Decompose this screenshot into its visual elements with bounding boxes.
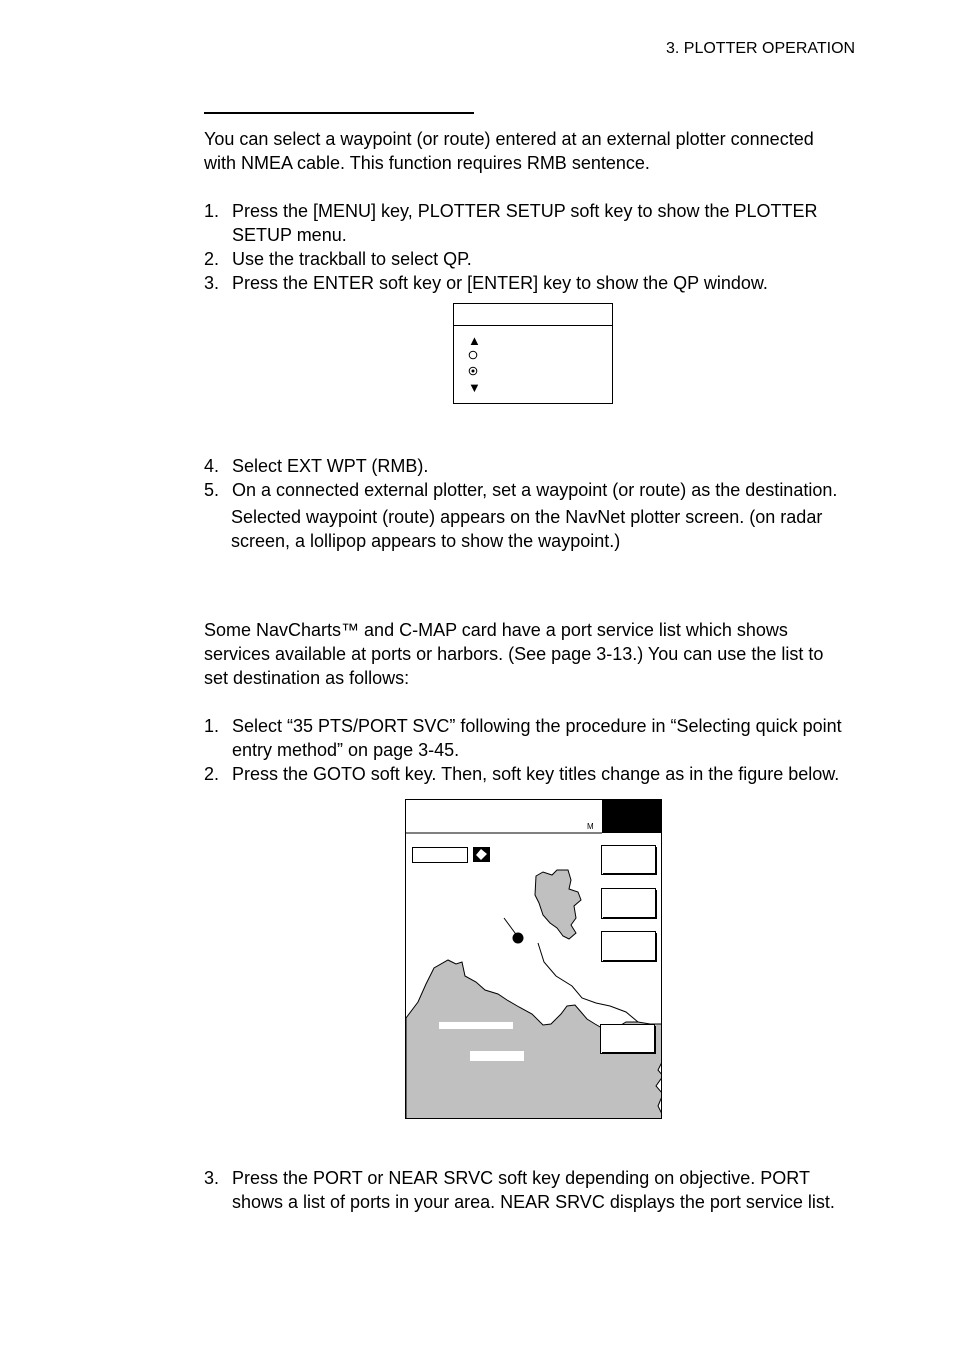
port-intro-paragraph — [204, 618, 874, 690]
note-line-1: Selected waypoint (route) appears on the NavNet plotter screen. (on radar — [231, 507, 823, 527]
intro-line-1: You can select a waypoint (or route) entered at an external plotter connected — [204, 129, 814, 149]
step-number: 5. — [204, 480, 220, 500]
step-a1 — [204, 199, 884, 247]
land-label-1 — [439, 1022, 513, 1029]
step-a3 — [204, 271, 884, 295]
qp-window — [453, 303, 613, 404]
step-a5-note — [231, 505, 871, 553]
step-number: 1. — [204, 716, 220, 736]
step-number: 1. — [204, 201, 220, 221]
step-text-cont: shows a list of ports in your area. NEAR SRVC displays the port service list. — [232, 1192, 835, 1212]
island-landmass — [535, 870, 581, 939]
radio-empty-icon[interactable] — [468, 349, 478, 362]
step-number: 2. — [204, 249, 220, 269]
readout-box — [413, 848, 468, 863]
step-number: 3. — [204, 273, 220, 293]
header-black-block — [602, 800, 662, 833]
step-text: Press the ENTER soft key or [ENTER] key to show the QP window. — [232, 273, 768, 293]
step-b1 — [204, 714, 884, 762]
step-number: 2. — [204, 764, 220, 784]
radio-selected-icon[interactable] — [468, 365, 478, 378]
step-text: Select EXT WPT (RMB). — [232, 456, 429, 476]
down-triangle-icon[interactable]: ▼ — [468, 380, 481, 395]
step-text: Press the GOTO soft key. Then, soft key titles change as in the figure below. — [232, 764, 840, 784]
intro-paragraph — [204, 127, 874, 175]
step-b2 — [204, 762, 884, 786]
step-b3 — [204, 1166, 884, 1214]
step-a2 — [204, 247, 884, 271]
qp-title-bar-divider — [454, 325, 612, 326]
step-text: Press the [MENU] key, PLOTTER SETUP soft key to show the PLOTTER — [232, 201, 818, 221]
step-number: 3. — [204, 1168, 220, 1188]
soft-key-1 — [602, 846, 657, 875]
intro-line-2: with NMEA cable. This function requires RMB sentence. — [204, 153, 650, 173]
step-text: Select “35 PTS/PORT SVC” following the procedure in “Selecting quick point — [232, 716, 842, 736]
running-header: 3. PLOTTER OPERATION — [666, 40, 856, 57]
step-a4 — [204, 454, 884, 478]
plotter-screen-figure — [405, 799, 662, 1119]
plotter-screen-drawing — [406, 800, 662, 1119]
step-text: Use the trackball to select QP. — [232, 249, 472, 269]
step-text: On a connected external plotter, set a waypoint (or route) as the destination. — [232, 480, 838, 500]
up-triangle-icon[interactable]: ▲ — [468, 333, 481, 348]
note-line-2: screen, a lollipop appears to show the waypoint.) — [231, 531, 621, 551]
step-text: Press the PORT or NEAR SRVC soft key depending on objective. PORT — [232, 1168, 810, 1188]
port-intro-line-3: set destination as follows: — [204, 668, 410, 688]
soft-key-3 — [602, 932, 657, 962]
step-text-cont: SETUP menu. — [232, 225, 347, 245]
soft-key-2 — [602, 889, 657, 919]
section-title-rule — [204, 112, 474, 114]
land-label-2 — [470, 1051, 524, 1061]
port-intro-line-1: Some NavCharts™ and C-MAP card have a port service list which shows — [204, 620, 788, 640]
waypoint-lollipop-icon — [513, 933, 524, 944]
port-intro-line-2: services available at ports or harbors. (See page 3-13.) You can use the list to — [204, 644, 824, 664]
mode-letter: M — [587, 822, 594, 831]
step-number: 4. — [204, 456, 220, 476]
step-text-cont: entry method” on page 3-45. — [232, 740, 460, 760]
soft-key-4 — [601, 1025, 656, 1054]
step-a5 — [204, 478, 884, 502]
